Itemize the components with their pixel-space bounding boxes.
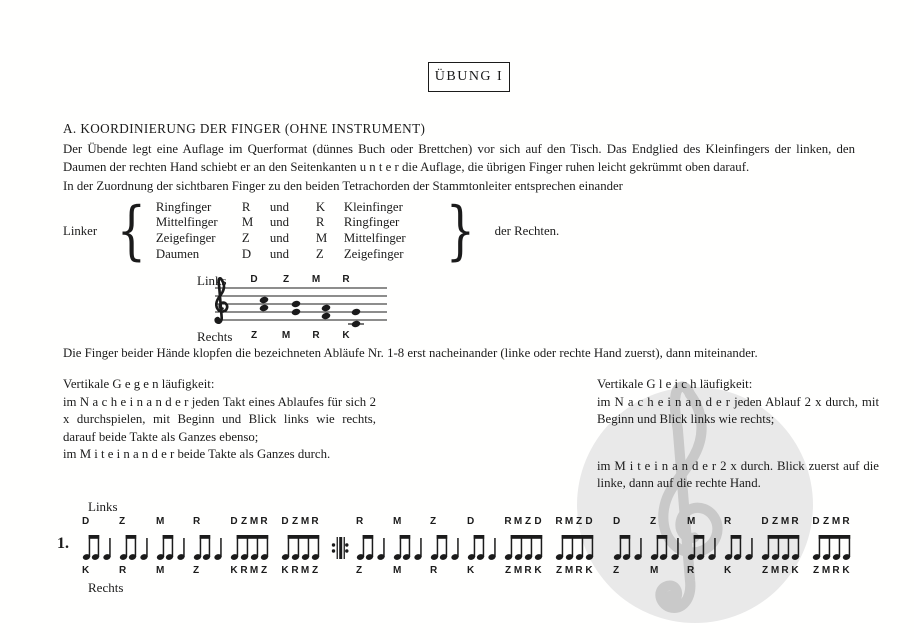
- finger-table-cell-right_name: Kleinfinger: [343, 199, 403, 214]
- table-left-label: Linker: [63, 223, 98, 238]
- finger-letter-bottom: R: [687, 565, 695, 576]
- finger-letter-bottom: M: [650, 565, 659, 576]
- notation-links-label: Links: [88, 499, 118, 514]
- note-graphic: [155, 529, 185, 565]
- treble-clef-icon: [216, 278, 227, 323]
- staff-bottom-letter: K: [342, 330, 350, 341]
- finger-letter-top: R: [260, 516, 268, 527]
- column-left-title: Vertikale G e g e n läufigkeit:: [63, 377, 215, 391]
- column-right-body: im N a c h e i n a n d e r jeden Ablauf 2 x durch, mit Beginn und Blick links wie rechts;: [597, 394, 879, 427]
- finger-letter-bottom: Z: [613, 565, 620, 576]
- finger-letter-bottom: K: [534, 565, 542, 576]
- finger-letter-top: Z: [240, 516, 248, 527]
- table-right-label: der Rechten.: [494, 223, 560, 238]
- finger-table-grid: [156, 200, 436, 262]
- exercise-title: ÜBUNG I: [434, 69, 504, 84]
- finger-letter-top: R: [555, 516, 563, 527]
- finger-table-cell-conj: und: [269, 199, 290, 214]
- staff-top-letter: D: [250, 274, 258, 285]
- rhythm-group: [118, 516, 148, 578]
- finger-letter-bottom: Z: [311, 565, 319, 576]
- rhythm-group: [760, 516, 804, 578]
- rhythm-group: [503, 516, 547, 578]
- finger-letter-bottom: M: [564, 565, 574, 576]
- finger-letter-top: M: [831, 516, 841, 527]
- note-graphic: [81, 529, 111, 565]
- note-graphic: [392, 529, 422, 565]
- finger-table-cell-conj: und: [269, 246, 290, 261]
- staff-example: [197, 272, 447, 348]
- exercise-number: 1.: [57, 535, 69, 552]
- note-graphic: [118, 529, 148, 565]
- note-graphic: [612, 529, 642, 565]
- finger-table-cell-right_name: Ringfinger: [343, 215, 400, 230]
- note-graphic: [466, 529, 496, 565]
- staff-top-letter: Z: [282, 274, 290, 285]
- staff-lines-and-notes: [207, 286, 407, 336]
- rhythm-group: [686, 516, 716, 578]
- rhythm-group: [811, 516, 855, 578]
- finger-letter-bottom: Z: [761, 565, 769, 576]
- finger-letter-top: Z: [119, 516, 126, 527]
- column-right-title: Vertikale G l e i c h läufigkeit:: [597, 377, 753, 391]
- rhythm-group: [229, 516, 273, 578]
- rhythm-group: [612, 516, 642, 578]
- finger-table-cell-left_name: Daumen: [155, 246, 200, 261]
- note-graphic: [723, 529, 753, 565]
- finger-letter-top: M: [156, 516, 165, 527]
- rhythm-exercise-1: [57, 499, 855, 596]
- finger-letter-top: R: [842, 516, 850, 527]
- note-graphic: [331, 529, 348, 565]
- finger-table-cell-right_letter: Z: [315, 246, 324, 261]
- finger-letter-top: R: [504, 516, 512, 527]
- finger-letter-top: Z: [291, 516, 299, 527]
- finger-letter-bottom: R: [832, 565, 840, 576]
- finger-letter-top: M: [249, 516, 259, 527]
- finger-letter-bottom: K: [467, 565, 475, 576]
- rhythm-group: [554, 516, 598, 578]
- intro-paragraph-2: In der Zuordnung der sichtbaren Finger zu den beiden Tetrachorden der Stammtonleiter entsprechen einander: [63, 179, 623, 193]
- finger-letter-top: D: [613, 516, 621, 527]
- notation-right-section: [612, 516, 855, 578]
- rhythm-group: [155, 516, 185, 578]
- finger-letter-bottom: R: [240, 565, 248, 576]
- finger-letter-bottom: K: [230, 565, 238, 576]
- finger-letter-bottom: K: [281, 565, 289, 576]
- finger-table-cell-conj: und: [269, 215, 290, 230]
- staff-top-letter: R: [342, 274, 350, 285]
- finger-table-cell-right_letter: M: [315, 231, 328, 245]
- open-brace: {: [116, 194, 147, 268]
- finger-letter-top: D: [534, 516, 542, 527]
- staff-links-label: Links: [197, 273, 227, 288]
- finger-letter-bottom: K: [842, 565, 850, 576]
- finger-letter-top: D: [812, 516, 820, 527]
- note-graphic: [760, 529, 804, 565]
- finger-letter-bottom: M: [821, 565, 831, 576]
- finger-table-cell-left_letter: Z: [241, 231, 250, 245]
- finger-letter-top: Z: [771, 516, 779, 527]
- finger-letter-bottom: Z: [193, 565, 200, 576]
- finger-letter-top: D: [585, 516, 593, 527]
- staff-bottom-letter: Z: [250, 330, 258, 341]
- finger-letter-top: D: [467, 516, 475, 527]
- intro-paragraph-1: Der Übende legt eine Auflage im Querformat (dünnes Buch oder Brettchen) vor sich auf den Tisch. Das Endglied des Kleinfingers der linken, den Daumen der rechten Hand schiebt er an den Seitenkanten u n t e r die Auflage, die übrigen Finger ruhen leicht gekrümmt oben darauf.: [63, 142, 855, 174]
- note-graphic: [649, 529, 679, 565]
- finger-table-cell-right_letter: K: [315, 199, 326, 214]
- note-graphic: [686, 529, 716, 565]
- finger-letter-bottom: M: [393, 565, 402, 576]
- column-gleichlaeufigkeit: [597, 376, 879, 493]
- note-graphic: [503, 529, 547, 565]
- finger-letter-top: M: [687, 516, 696, 527]
- finger-letter-bottom: Z: [260, 565, 268, 576]
- finger-letter-bottom: K: [724, 565, 732, 576]
- rhythm-group: [355, 516, 385, 578]
- finger-letter-top: M: [393, 516, 402, 527]
- finger-letter-top: D: [281, 516, 289, 527]
- finger-table-cell-left_letter: R: [241, 199, 251, 214]
- note-graphic: [554, 529, 598, 565]
- staff-top-letter: M: [311, 274, 321, 285]
- finger-letter-top: Z: [650, 516, 657, 527]
- finger-table-cell-right_letter: R: [315, 215, 325, 230]
- finger-letter-bottom: R: [575, 565, 583, 576]
- rhythm-group: [392, 516, 422, 578]
- rhythm-group: [192, 516, 222, 578]
- finger-letter-bottom: M: [156, 565, 165, 576]
- rhythm-group: [429, 516, 459, 578]
- finger-letter-bottom: M: [513, 565, 523, 576]
- finger-letter-bottom: M: [249, 565, 259, 576]
- finger-letter-top: Z: [575, 516, 583, 527]
- title-box: [428, 62, 510, 92]
- finger-letter-bottom: Z: [812, 565, 820, 576]
- finger-correspondence-table: [63, 194, 560, 268]
- finger-table-cell-left_name: Mittelfinger: [155, 215, 218, 230]
- finger-letter-top: M: [564, 516, 574, 527]
- finger-letter-top: M: [513, 516, 523, 527]
- klopfen-instruction: Die Finger beider Hände klopfen die bezeichneten Abläufe Nr. 1-8 erst nacheinander (linke oder rechte Hand zuerst), dann miteinander.: [63, 346, 758, 360]
- finger-letter-bottom: R: [119, 565, 127, 576]
- finger-letter-bottom: Z: [504, 565, 512, 576]
- section-heading: A. KOORDINIERUNG DER FINGER (OHNE INSTRUMENT): [63, 121, 426, 136]
- finger-table-cell-conj: und: [269, 231, 290, 245]
- note-graphic: [429, 529, 459, 565]
- note-graphic: [811, 529, 855, 565]
- finger-letter-top: D: [230, 516, 238, 527]
- finger-letter-bottom: K: [82, 565, 90, 576]
- finger-table-cell-left_name: Zeigefinger: [155, 231, 216, 245]
- finger-letter-bottom: M: [300, 565, 310, 576]
- finger-letter-top: Z: [430, 516, 437, 527]
- close-brace: }: [445, 194, 475, 268]
- notation-rechts-label: Rechts: [88, 580, 124, 595]
- finger-table-cell-left_letter: M: [241, 215, 254, 230]
- finger-letter-top: D: [761, 516, 769, 527]
- finger-letter-top: R: [356, 516, 364, 527]
- rhythm-group: [81, 516, 111, 578]
- staff-rechts-label: Rechts: [197, 329, 233, 344]
- finger-letter-bottom: Z: [356, 565, 363, 576]
- note-graphic: [192, 529, 222, 565]
- finger-letter-bottom: K: [585, 565, 593, 576]
- note-graphic: [280, 529, 324, 565]
- finger-table-cell-right_name: Mittelfinger: [343, 231, 406, 245]
- finger-letter-top: Z: [524, 516, 532, 527]
- staff-bottom-letter: R: [312, 330, 320, 341]
- rhythm-group: [723, 516, 753, 578]
- finger-letter-bottom: K: [791, 565, 799, 576]
- rhythm-group: [466, 516, 496, 578]
- finger-letter-top: R: [791, 516, 799, 527]
- finger-letter-bottom: R: [524, 565, 532, 576]
- note-graphic: [355, 529, 385, 565]
- finger-letter-top: M: [780, 516, 790, 527]
- notation-left-section: [81, 516, 598, 578]
- finger-letter-top: R: [193, 516, 201, 527]
- finger-letter-top: R: [724, 516, 732, 527]
- column-left-body: im N a c h e i n a n d e r jeden Takt eines Ablaufes für sich 2 x durchspielen, mit Beginn und Blick links wie rechts, darauf beide Takte als Ganzes ebenso;: [63, 394, 376, 444]
- finger-letter-bottom: R: [781, 565, 789, 576]
- finger-letter-top: Z: [822, 516, 830, 527]
- note-graphic: [229, 529, 273, 565]
- rhythm-group: [280, 516, 324, 578]
- finger-table-cell-left_name: Ringfinger: [155, 199, 212, 214]
- staff-bottom-letter: M: [281, 330, 291, 341]
- finger-letter-top: M: [300, 516, 310, 527]
- repeat-sign: [331, 516, 348, 578]
- finger-table-cell-right_name: Zeigefinger: [343, 246, 404, 261]
- column-gegenlaeufigkeit: [63, 376, 376, 464]
- finger-letter-bottom: M: [770, 565, 780, 576]
- finger-letter-bottom: R: [430, 565, 438, 576]
- finger-letter-bottom: R: [291, 565, 299, 576]
- finger-table-cell-left_letter: D: [241, 246, 252, 261]
- finger-letter-top: D: [82, 516, 90, 527]
- rhythm-group: [649, 516, 679, 578]
- finger-letter-top: R: [311, 516, 319, 527]
- column-left-body2: im M i t e i n a n d e r beide Takte als Ganzes durch.: [63, 447, 331, 462]
- finger-letter-bottom: Z: [555, 565, 563, 576]
- column-right-body2: im M i t e i n a n d e r 2 x durch. Blick zuerst auf die linke, dann auf die rechte Hand.: [597, 458, 879, 491]
